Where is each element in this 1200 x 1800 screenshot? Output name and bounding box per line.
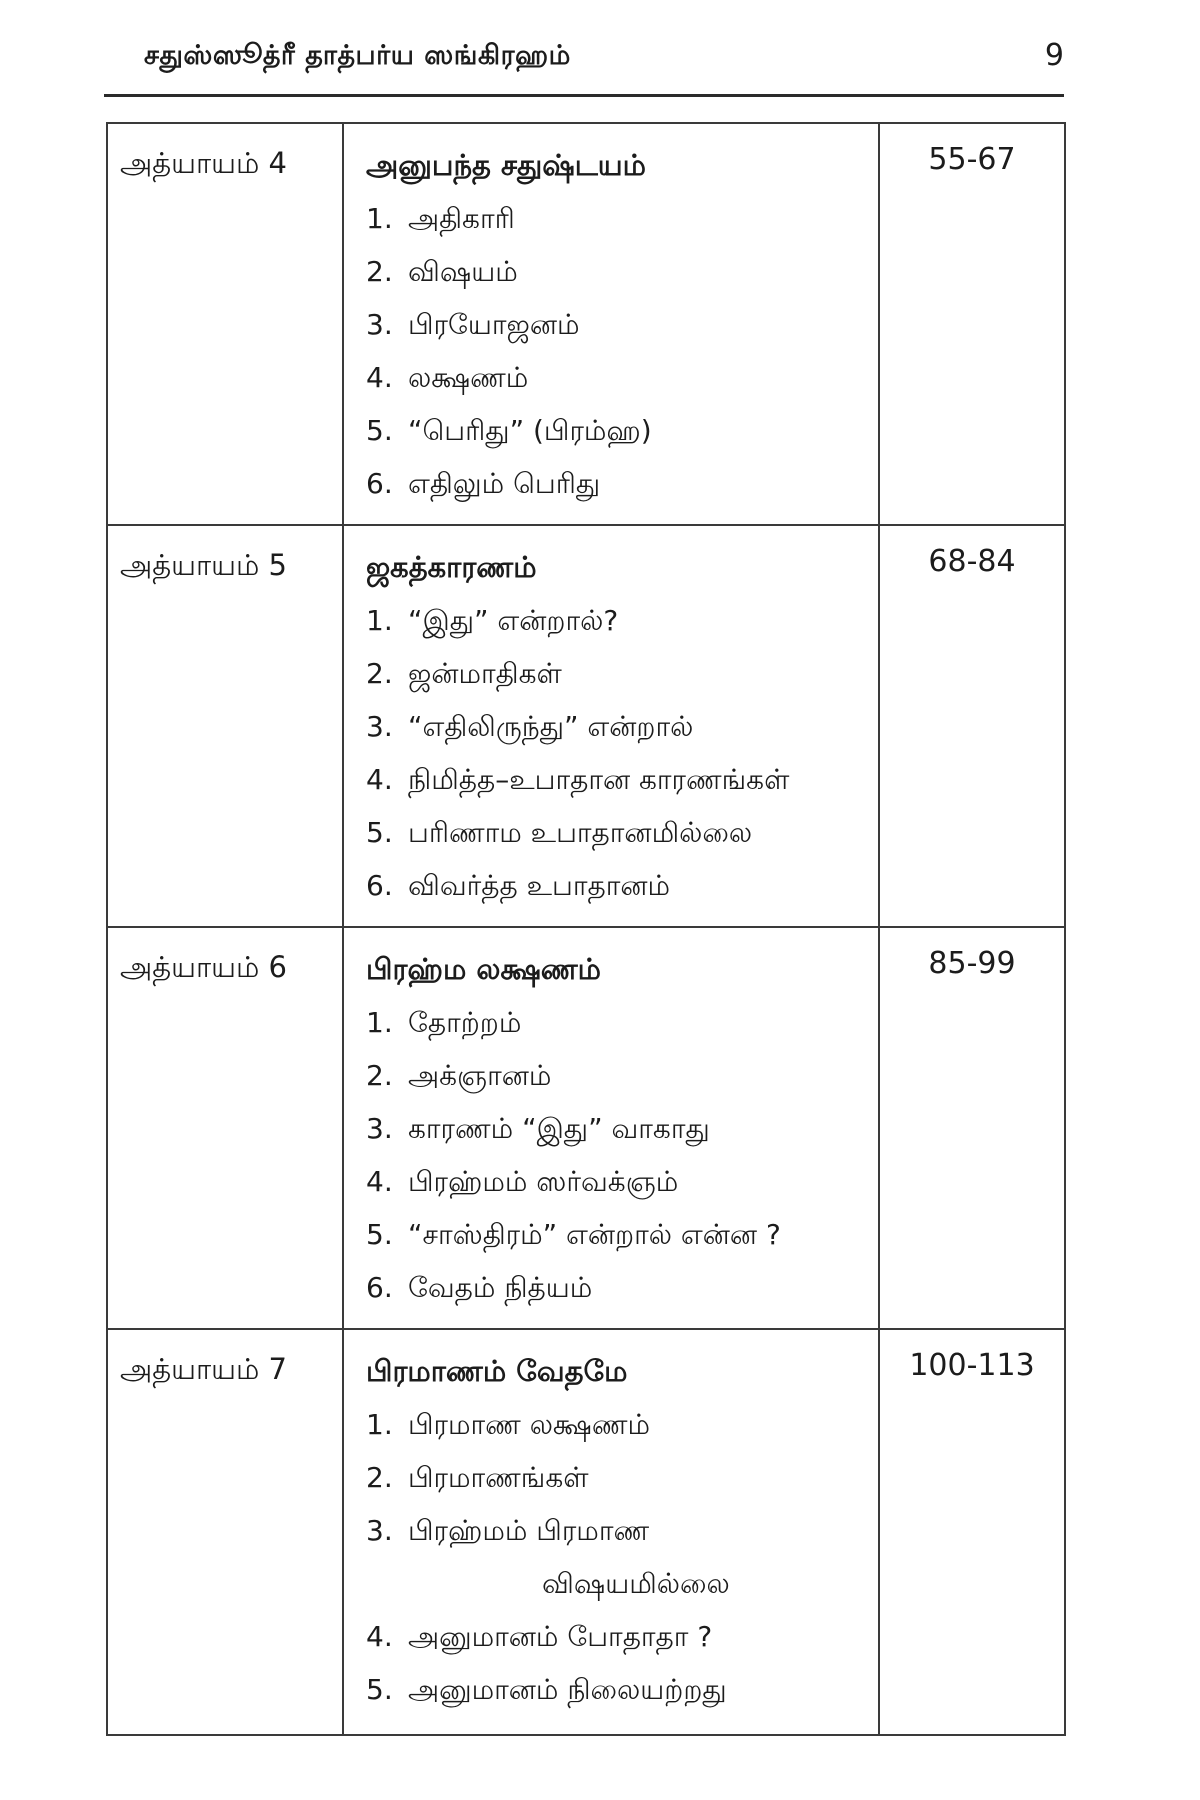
chapter-label: அத்யாயம் 7: [107, 1329, 343, 1735]
item-text: அனுமானம் போதாதா ?: [408, 1620, 713, 1653]
item-number: 2.: [366, 1461, 393, 1494]
item-text: அக்ஞானம்: [408, 1059, 552, 1092]
list-item: [366, 806, 874, 859]
item-number: 1.: [366, 202, 393, 235]
chapter-heading: பிரஹ்ம லக்ஷணம்: [366, 952, 602, 986]
list-item: [366, 192, 874, 245]
item-text: அதிகாரி: [408, 202, 515, 235]
item-text-continuation: விஷயமில்லை: [542, 1567, 730, 1600]
item-number: 3.: [366, 1112, 393, 1145]
chapter-label: அத்யாயம் 6: [107, 927, 343, 1329]
chapter-row: [107, 1329, 1065, 1735]
item-text: “சாஸ்திரம்” என்றால் என்ன ?: [408, 1218, 781, 1251]
item-number: 5.: [366, 414, 393, 447]
item-text: பிரமாணங்கள்: [408, 1461, 589, 1494]
chapter-label: அத்யாயம் 5: [107, 525, 343, 927]
item-text: “எதிலிருந்து” என்றால்: [408, 710, 694, 743]
item-text: பிரஹ்மம் ஸர்வக்ஞம்: [408, 1165, 679, 1198]
page-range: 68-84: [879, 525, 1065, 927]
item-number: 5.: [366, 1218, 393, 1251]
list-item: [366, 700, 874, 753]
item-number: 1.: [366, 604, 393, 637]
item-text: “பெரிது” (பிரம்ஹ): [408, 414, 652, 447]
list-item: [366, 1102, 874, 1155]
item-number: 6.: [366, 869, 393, 902]
item-text: காரணம் “இது” வாகாது: [408, 1112, 710, 1145]
item-text: “இது” என்றால்?: [408, 604, 619, 637]
item-number: 4.: [366, 1620, 393, 1653]
item-number: 2.: [366, 255, 393, 288]
item-number: 1.: [366, 1006, 393, 1039]
chapter-row: [107, 123, 1065, 525]
item-number: 6.: [366, 1271, 393, 1304]
contents-table: [106, 122, 1066, 1736]
chapter-topics: [343, 1329, 879, 1735]
list-item: [366, 1398, 874, 1451]
item-text: ஜன்மாதிகள்: [408, 657, 562, 690]
list-item: [366, 1155, 874, 1208]
chapter-topics: [343, 525, 879, 927]
chapter-row: [107, 927, 1065, 1329]
item-text: நிமித்த–உபாதான காரணங்கள்: [408, 763, 790, 796]
list-item: [366, 1261, 874, 1314]
chapter-row: [107, 525, 1065, 927]
running-header: [104, 30, 1064, 97]
topic-list: [366, 192, 874, 510]
list-item: [366, 859, 874, 912]
item-number: 1.: [366, 1408, 393, 1441]
item-text: விஷயம்: [408, 255, 518, 288]
list-item: [366, 1049, 874, 1102]
list-item: [366, 351, 874, 404]
item-number: 6.: [366, 467, 393, 500]
item-number: 3.: [366, 710, 393, 743]
list-item: [366, 1663, 874, 1716]
item-number: 4.: [366, 763, 393, 796]
page-range: 100-113: [879, 1329, 1065, 1735]
list-item: [366, 1610, 874, 1663]
item-number: 2.: [366, 1059, 393, 1092]
list-item: [366, 457, 874, 510]
chapter-topics: [343, 927, 879, 1329]
list-item: [366, 404, 874, 457]
chapter-label: அத்யாயம் 4: [107, 123, 343, 525]
item-text: விவர்த்த உபாதானம்: [408, 869, 671, 902]
item-text: தோற்றம்: [408, 1006, 522, 1039]
chapter-topics: [343, 123, 879, 525]
chapter-heading: அனுபந்த சதுஷ்டயம்: [366, 148, 646, 182]
topic-list: [366, 1398, 874, 1716]
item-text: பிரயோஜனம்: [408, 308, 580, 341]
item-number: 5.: [366, 816, 393, 849]
list-item: [366, 1208, 874, 1261]
item-text: எதிலும் பெரிது: [408, 467, 601, 500]
list-item: [366, 996, 874, 1049]
item-text: பரிணாம உபாதானமில்லை: [408, 816, 753, 849]
list-item: [366, 594, 874, 647]
item-text: லக்ஷணம்: [408, 361, 529, 394]
book-title: சதுஸ்ஸூத்ரீ தாத்பர்ய ஸங்கிரஹம்: [144, 40, 571, 71]
list-item: [366, 245, 874, 298]
item-number: 2.: [366, 657, 393, 690]
list-item: [366, 298, 874, 351]
topic-list: [366, 996, 874, 1314]
page-range: 55-67: [879, 123, 1065, 525]
list-item: [366, 1451, 874, 1504]
item-text: வேதம் நித்யம்: [408, 1271, 593, 1304]
page-number: 9: [1044, 38, 1064, 73]
topic-list: [366, 594, 874, 912]
item-number: 5.: [366, 1673, 393, 1706]
item-number: 4.: [366, 1165, 393, 1198]
page-range: 85-99: [879, 927, 1065, 1329]
item-number: 3.: [366, 308, 393, 341]
chapter-heading: ஜகத்காரணம்: [366, 550, 537, 584]
list-item: [366, 753, 874, 806]
chapter-heading: பிரமாணம் வேதமே: [366, 1354, 628, 1388]
list-item: [366, 647, 874, 700]
list-item: [366, 1504, 874, 1610]
item-number: 4.: [366, 361, 393, 394]
item-text: பிரமாண லக்ஷணம்: [408, 1408, 651, 1441]
item-text: அனுமானம் நிலையற்றது: [408, 1673, 727, 1706]
item-text: பிரஹ்மம் பிரமாண: [408, 1514, 650, 1547]
item-number: 3.: [366, 1514, 393, 1547]
